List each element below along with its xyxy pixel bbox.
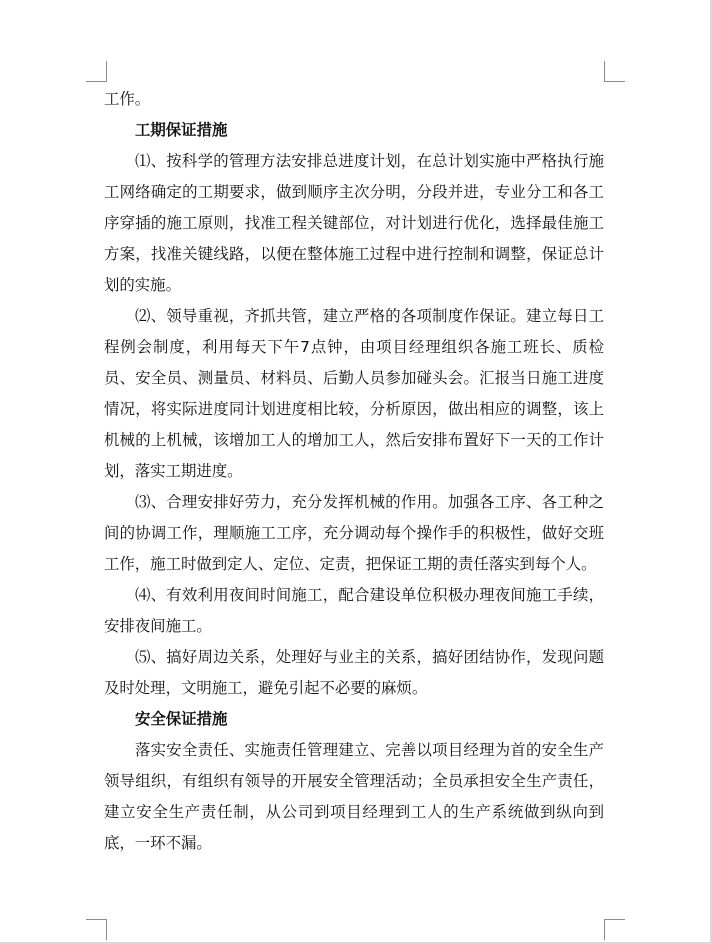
- document-body[interactable]: [104, 84, 604, 859]
- section-heading-safety: 安全保证措施: [135, 710, 228, 728]
- crop-mark-top-right: [604, 61, 625, 82]
- crop-mark-top-left: [86, 61, 107, 82]
- paragraph-safety-1: 落实安全责任、实施责任管理建立、完善以项目经理为首的安全生产领导组织，有组织有领导的开展安全管理活动；全员承担安全生产责任，建立安全生产责任制，从公司到项目经理到工人的生产系统做到纵向到底，一环不漏。: [104, 741, 604, 852]
- paragraph-continuation: 工作。: [104, 90, 151, 108]
- crop-mark-bottom-left: [86, 919, 107, 940]
- paragraph-schedule-4: ⑷、有效利用夜间时间施工，配合建设单位积极办理夜间施工手续，安排夜间施工。: [104, 586, 604, 635]
- section-heading-schedule: 工期保证措施: [135, 121, 228, 139]
- paragraph-schedule-5: ⑸、搞好周边关系，处理好与业主的关系，搞好团结协作，发现问题及时处理，文明施工，避免引起不必要的麻烦。: [104, 648, 604, 697]
- paragraph-schedule-3: ⑶、合理安排好劳力，充分发挥机械的作用。加强各工序、各工种之间的协调工作，理顺施工工序，充分调动每个操作手的积极性，做好交班工作，施工时做到定人、定位、定责，把保证工期的责任落实到每个人。: [104, 493, 604, 573]
- paragraph-schedule-2: ⑵、领导重视，齐抓共管，建立严格的各项制度作保证。建立每日工程例会制度，利用每天下午7点钟，由项目经理组织各施工班长、质检员、安全员、测量员、材料员、后勤人员参加碰头会。汇报当日施工进度情况，将实际进度同计划进度相比较，分析原因，做出相应的调整，该上机械的上机械，该增加工人的增加工人，然后安排布置好下一天的工作计划，落实工期进度。: [104, 307, 604, 480]
- crop-mark-bottom-right: [604, 919, 625, 940]
- paragraph-schedule-1: ⑴、按科学的管理方法安排总进度计划，在总计划实施中严格执行施工网络确定的工期要求，做到顺序主次分明，分段并进，专业分工和各工序穿插的施工原则，找准工程关键部位，对计划进行优化，选择最佳施工方案，找准关键线路，以便在整体施工过程中进行控制和调整，保证总计划的实施。: [104, 152, 604, 294]
